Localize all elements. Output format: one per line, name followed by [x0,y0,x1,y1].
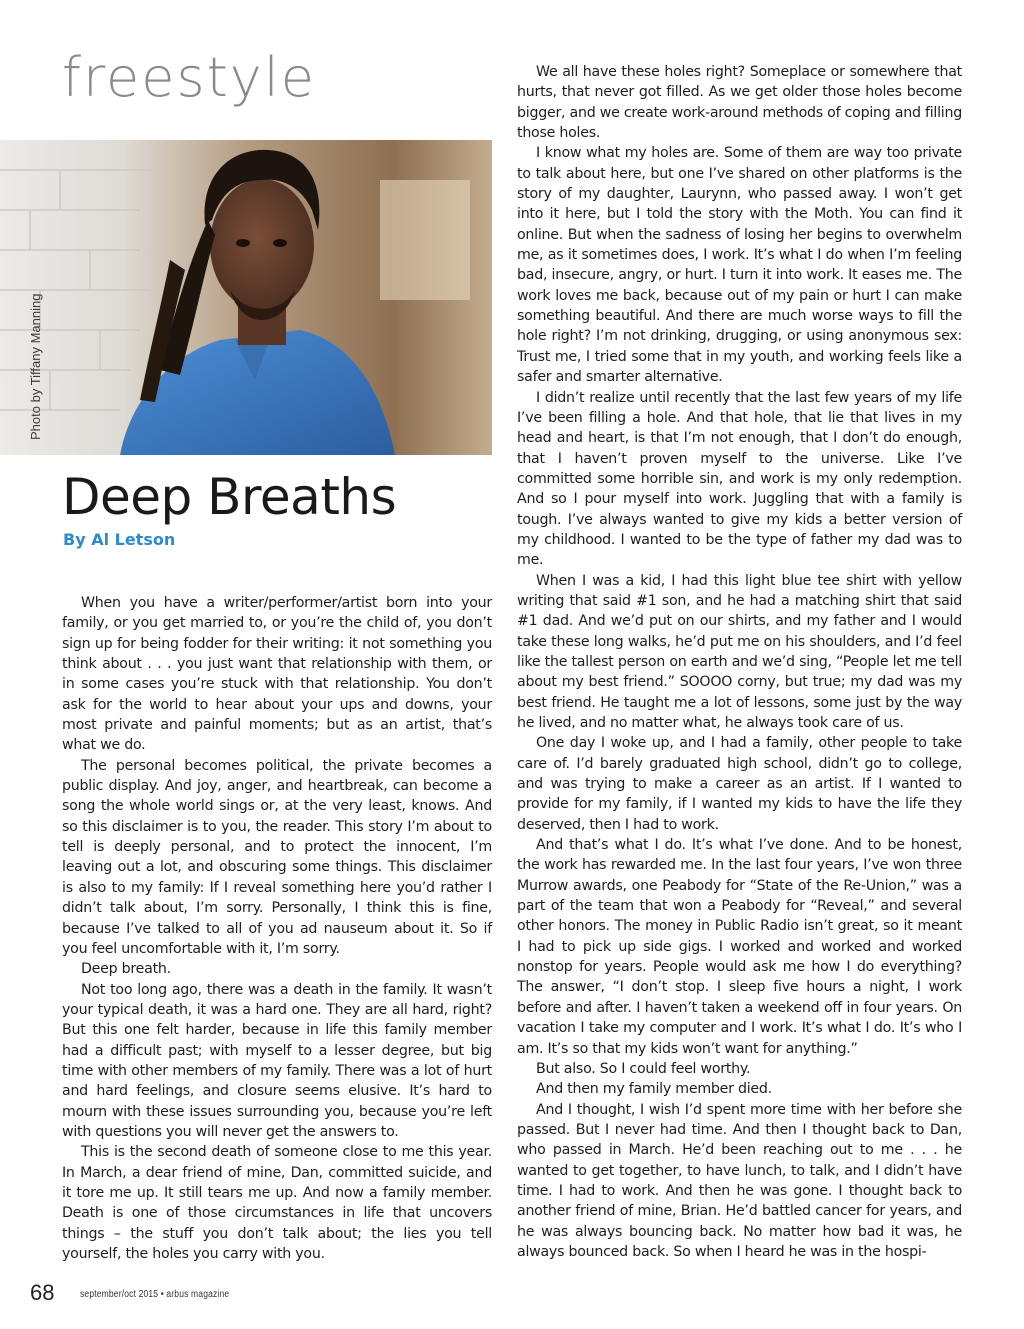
photo-credit: Photo by Tiffany Manning [28,293,43,440]
paragraph: When you have a writer/performer/artist born into your family, or you get married to, or you’re the child of, you don’t sign up for being fodder for their writing: it not something you think about . . . you just want that relationship with them, or in some cases you’re stuck with that relationship. You don’t ask for the world to hear about your ups and downs, your most private and painful moments; but as an artist, that’s what we do. [62,595,492,754]
paragraph: One day I woke up, and I had a family, other people to take care of. I’d barely graduated high school, didn’t go to college, and was trying to make a career as an artist. If I wanted to provide for my family, if I wanted my kids to have the life they deserved, then I had to work. [517,735,962,833]
paragraph: And I thought, I wish I’d spent more time with her before she passed. But I never had time. And then I thought back to Dan, who passed in March. He’d been reaching out to me . . . he wanted to get together, to have lunch, to talk, and I didn’t have time. I had to work. And then he was gone. I thought back to another friend of mine, Brian. He’d battled cancer for years, and he was always bouncing back. No matter how bad it was, he always bounced back. So when I heard he was in the hospi- [517,1101,962,1260]
page-number: 68 [30,1280,55,1305]
article-body-left-column [62,593,492,1264]
article-title: Deep Breaths [62,468,397,526]
paragraph: We all have these holes right? Someplace or somewhere that hurts, that never got filled. As we get older those holes become bigger, and we create work-around methods of coping and filling those holes. [517,64,962,142]
paragraph: I didn’t realize until recently that the last few years of my life I’ve been filling a hole. And that hole, that lie that lives in my head and heart, is that I’m not enough, that I don’t do enough, that I haven’t proven myself to the universe. Like I’ve committed some horrible sin, and work is my only redemption. And so I pour myself into work. Juggling that with a family is tough. I’ve always wanted to give my kids a better version of my childhood. I wanted to be the type of father my dad was to me. [517,389,962,569]
article-body-right-column [517,62,962,1262]
paragraph: I know what my holes are. Some of them are way too private to talk about here, but one I’ve shared on other platforms is the story of my daughter, Laurynn, who passed away. I won’t get into it here, but I told the story with the Moth. You can find it online. But when the sadness of losing her begins to overwhelm me, as it sometimes does, I work. It’s what I do when I’m feeling bad, insecure, angry, or hurt. I turn it into work. It eases me. The work loves me back, because out of my pain or hurt I can make something beautiful. And there are much worse ways to fill the hole right? I’m not drinking, drugging, or using anonymous sex: Trust me, I tried some that in my youth, and working feels like a safer and smarter alternative. [517,145,962,386]
author-portrait-photo [0,140,492,455]
paragraph: When I was a kid, I had this light blue tee shirt with yellow writing that said #1 son, and he had a matching shirt that said #1 dad. And we’d put on our shirts, and my father and I would take these long walks, he’d put me on his shoulders, and I’d feel like the tallest person on earth and we’d sing, “People let me tell about my best friend.” SOOOO corny, but true; my dad was my best friend. He taught me a lot of lessons, some just by the way he lived, and no matter what, he always took care of us. [517,572,962,731]
article-byline: By Al Letson [63,530,176,549]
footer-issue-line: september/oct 2015 • arbus magazine [80,1289,230,1300]
paragraph: This is the second death of someone close to me this year. In March, a dear friend of mine, Dan, committed suicide, and it tore me up. It still tears me up. And now a family member. Death is one of those circumstances in life that uncovers things – the stuff you don’t talk about; the lies you tell yourself, the holes you carry with you. [62,1144,492,1262]
paragraph: And that’s what I do. It’s what I’ve done. And to be honest, the work has rewarded me. In the last four years, I’ve won three Murrow awards, one Peabody for “State of the Re-Union,” was a part of the team that won a Peabody for “Reveal,” and several other honors. The money in Public Radio isn’t great, so it meant I had to pick up side gigs. I worked and worked and worked nonstop for years. People would ask me how I do everything? The answer, “I don’t stop. I sleep five hours a night, I work before and after. I haven’t taken a weekend off in four years. On vacation I take my computer and I work. It’s what I do. It’s who I am. It’s so that my kids won’t want for anything.” [517,837,962,1057]
paragraph: And then my family member died. [536,1081,772,1098]
paragraph: The personal becomes political, the private becomes a public display. And joy, anger, and heartbreak, can become a song the whole world sings or, at the very least, knows. And so this disclaimer is to you, the reader. This story I’m about to tell is deeply personal, and to protect the innocent, I’m leaving out a lot, and obscuring some things. This disclaimer is also to my family: If I reveal something here you’d rather I didn’t talk about, I’m sorry. Personally, I think this is fine, because I’ve talked to all of you ad nauseum about it. So if you feel uncomfortable with it, I’m sorry. [62,757,492,957]
paragraph: Not too long ago, there was a death in the family. It wasn’t your typical death, it was a hard one. They are all hard, right? But this one felt harder, because in life this family member had a difficult past; with myself to a lesser degree, but big time with other members of my family. There was a lot of hurt and hard feelings, and closure seems elusive. It’s hard to mourn with these issues surrounding you, because you’re left with questions you will never get the answers to. [62,981,492,1140]
section-label: freestyle [62,46,316,109]
paragraph: But also. So I could feel worthy. [536,1060,751,1077]
paragraph: Deep breath. [81,961,171,978]
